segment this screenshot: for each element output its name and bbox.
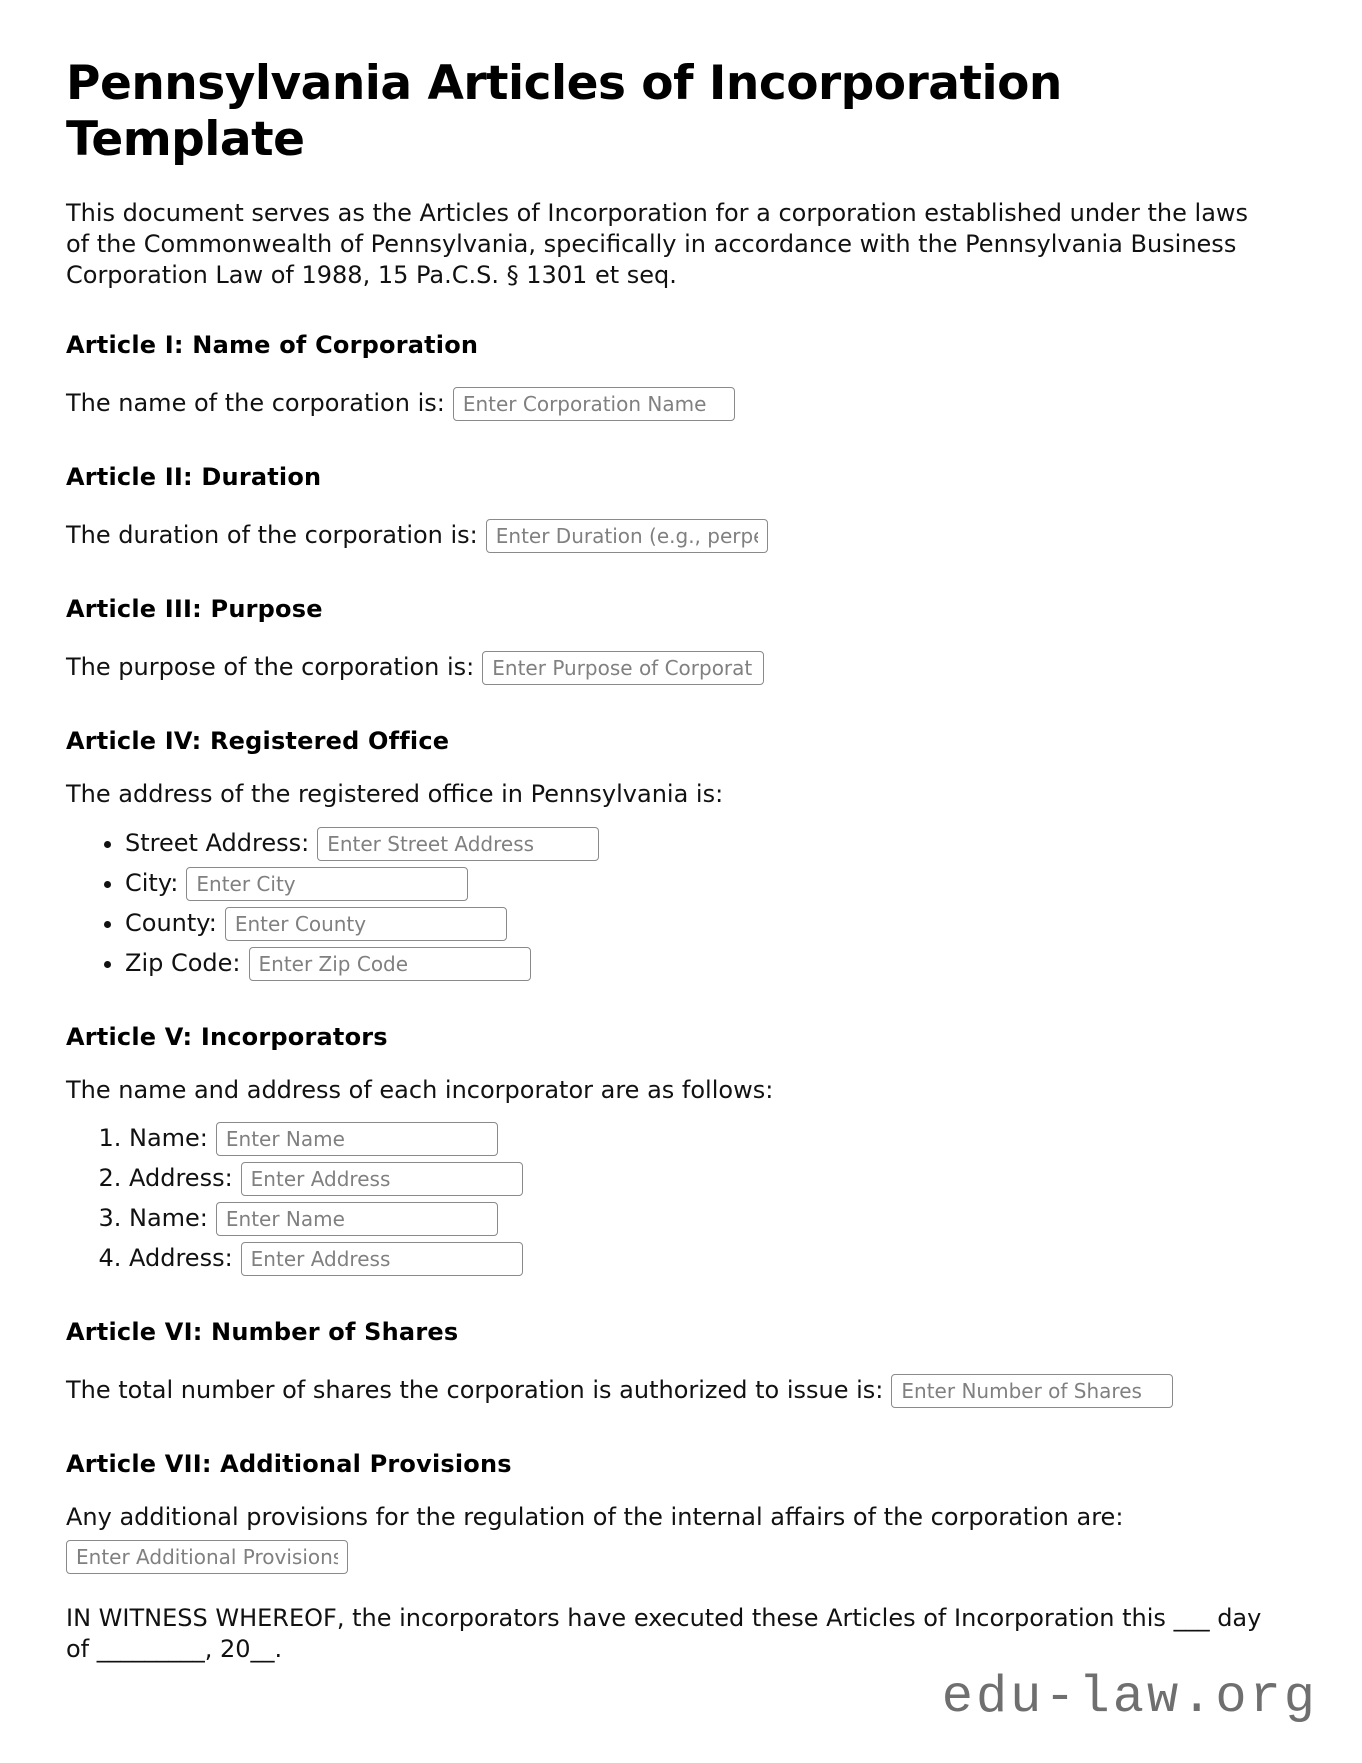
document-content [66, 56, 1266, 1665]
incorporator-1-name-label: Name: [129, 1123, 208, 1152]
corporation-name-row [66, 383, 1266, 423]
article-6-heading: Article VI: Number of Shares [66, 1317, 459, 1346]
number-of-shares-label: The total number of shares the corporation is authorized to issue is: [66, 1375, 884, 1404]
edu-law-watermark: edu-law.org [941, 1668, 1318, 1727]
list-item [125, 943, 1266, 983]
article-7-heading: Article VII: Additional Provisions [66, 1449, 512, 1478]
incorporator-4-address-label: Address: [129, 1243, 233, 1272]
list-item [129, 1238, 1266, 1278]
article-2-heading: Article II: Duration [66, 463, 322, 492]
section-article-7 [66, 1450, 1266, 1577]
corporation-name-input[interactable] [453, 387, 735, 421]
list-item [129, 1118, 1266, 1158]
section-article-5 [66, 1023, 1266, 1278]
incorporator-4-address-input[interactable] [241, 1242, 523, 1276]
list-item [125, 863, 1266, 903]
street-address-input[interactable] [317, 827, 599, 861]
registered-office-label: The address of the registered office in Pennsylvania is: [66, 780, 724, 809]
duration-input[interactable] [486, 519, 768, 553]
county-label: County: [125, 908, 217, 937]
additional-provisions-input[interactable] [66, 1540, 348, 1574]
county-input[interactable] [225, 907, 507, 941]
section-article-4 [66, 727, 1266, 982]
purpose-row [66, 647, 1266, 687]
incorporators-label: The name and address of each incorporator are as follows: [66, 1075, 774, 1104]
street-address-label: Street Address: [125, 828, 310, 857]
incorporator-3-name-label: Name: [129, 1203, 208, 1232]
list-item [129, 1198, 1266, 1238]
incorporator-3-name-input[interactable] [216, 1202, 498, 1236]
section-article-1 [66, 331, 1266, 423]
article-1-heading: Article I: Name of Corporation [66, 331, 479, 360]
registered-office-list [125, 823, 1266, 983]
section-article-6 [66, 1318, 1266, 1410]
section-article-3 [66, 595, 1266, 687]
number-of-shares-input[interactable] [891, 1374, 1173, 1408]
number-of-shares-row [66, 1370, 1266, 1410]
zip-code-label: Zip Code: [125, 948, 241, 977]
article-5-heading: Article V: Incorporators [66, 1022, 388, 1051]
incorporator-1-name-input[interactable] [216, 1122, 498, 1156]
page-title: Pennsylvania Articles of Incorporation Template [66, 56, 1062, 167]
purpose-input[interactable] [482, 651, 764, 685]
additional-provisions-row [66, 1537, 1266, 1577]
purpose-label: The purpose of the corporation is: [66, 653, 475, 682]
duration-row [66, 515, 1266, 555]
article-4-heading: Article IV: Registered Office [66, 727, 450, 756]
zip-code-input[interactable] [249, 947, 531, 981]
article-3-heading: Article III: Purpose [66, 595, 323, 624]
section-article-2 [66, 463, 1266, 555]
incorporators-list [129, 1118, 1266, 1278]
city-input[interactable] [186, 867, 468, 901]
corporation-name-label: The name of the corporation is: [66, 389, 445, 418]
list-item [129, 1158, 1266, 1198]
additional-provisions-label: Any additional provisions for the regulation of the internal affairs of the corporation are: [66, 1502, 1124, 1531]
intro-paragraph: This document serves as the Articles of Incorporation for a corporation established under the laws of the Commonwealth of Pennsylvania, specifically in accordance with the Pennsylvania Business Corporation Law of 1988, 15 Pa.C.S. § 1301 et seq. [66, 198, 1249, 290]
list-item [125, 823, 1266, 863]
incorporator-2-address-input[interactable] [241, 1162, 523, 1196]
incorporator-2-address-label: Address: [129, 1163, 233, 1192]
duration-label: The duration of the corporation is: [66, 521, 478, 550]
city-label: City: [125, 868, 179, 897]
witness-paragraph: IN WITNESS WHEREOF, the incorporators have executed these Articles of Incorporation this ___ day of _________, 20__. [66, 1603, 1262, 1664]
list-item [125, 903, 1266, 943]
